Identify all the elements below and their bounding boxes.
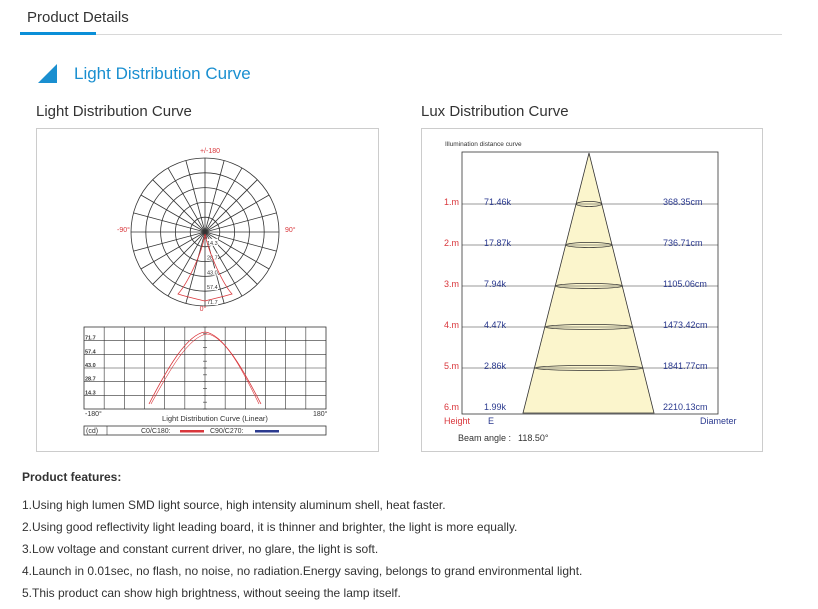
linear-caption: Light Distribution Curve (Linear)	[162, 414, 268, 423]
triangle-icon	[38, 64, 57, 83]
beam-angle-label: Beam angle :	[458, 433, 512, 443]
lux-row-height: 5.m	[444, 361, 460, 371]
tab-product-details[interactable]: Product Details	[27, 9, 129, 26]
legend-c0-label: C0/C180:	[141, 428, 171, 435]
lux-row-diameter: 1841.77cm	[663, 361, 708, 371]
polar-tick-label: 71.7	[207, 300, 218, 306]
polar-top-label: +/-180	[199, 148, 221, 155]
product-features	[22, 470, 582, 604]
lux-row-diameter: 1473.42cm	[663, 320, 708, 330]
lux-distribution-panel	[421, 128, 763, 452]
beam-angle-value: 118.50°	[518, 433, 549, 443]
light-distribution-chart	[37, 129, 378, 451]
linear-diagram	[84, 327, 328, 435]
lux-row-value: 17.87k	[484, 238, 512, 248]
linear-y-tick-label: 28.7	[85, 376, 96, 383]
lux-row-diameter: 736.71cm	[663, 238, 703, 248]
lux-row-value: 4.47k	[484, 320, 507, 330]
polar-tick-label: 28.7	[207, 255, 218, 262]
linear-y-tick-label: 14.3	[85, 390, 96, 397]
polar-bottom-label: 0°	[199, 306, 207, 313]
height-axis-label: Height	[444, 416, 471, 426]
linear-unit-label: (cd)	[86, 428, 99, 435]
lux-distribution-chart	[422, 129, 762, 451]
lux-row-diameter: 368.35cm	[663, 197, 703, 207]
light-distribution-title: Light Distribution Curve	[36, 103, 192, 120]
lux-row-diameter: 2210.13cm	[663, 402, 708, 412]
beam-cone	[523, 153, 654, 413]
linear-y-tick-label: 57.4	[85, 349, 96, 356]
lux-row-value: 71.46k	[484, 197, 512, 207]
lux-distribution-title: Lux Distribution Curve	[421, 103, 569, 120]
lux-row-value: 2.86k	[484, 361, 507, 371]
section-title: Light Distribution Curve	[74, 64, 251, 83]
lux-axis-label: E	[488, 416, 495, 426]
lux-row-height: 1.m	[444, 197, 460, 207]
feature-item-1: 1.Using high lumen SMD light source, high intensity aluminum shell, heat faster.	[22, 498, 446, 512]
lux-row-height: 4.m	[444, 320, 460, 330]
lux-row-height: 3.m	[444, 279, 460, 289]
product-details-tab-bar	[20, 0, 782, 35]
legend-c90-label: C90/C270:	[210, 428, 244, 435]
linear-x-right-label: 180°	[313, 411, 328, 418]
polar-tick-label: 14.3	[207, 240, 218, 247]
lux-row-value: 7.94k	[484, 279, 507, 289]
active-tab-indicator	[20, 32, 96, 35]
lux-row-height: 2.m	[444, 238, 460, 248]
features-title: Product features:	[22, 470, 122, 484]
lux-chart-title: Illumination distance curve	[445, 141, 522, 148]
polar-tick-label: 57.4	[207, 285, 218, 292]
polar-tick-label: 43.0	[207, 270, 218, 277]
linear-y-tick-label: 43.0	[85, 363, 96, 369]
feature-item-2: 2.Using good reflectivity light leading board, it is thinner and brighter, the light is more equally.	[22, 520, 518, 534]
lux-row-height: 6.m	[444, 402, 460, 412]
legend-c0-swatch	[180, 430, 204, 433]
linear-y-tick-label: 71.7	[85, 335, 96, 342]
polar-right-label: 90°	[285, 227, 296, 234]
feature-item-3: 3.Low voltage and constant current driver, no glare, the light is soft.	[22, 542, 379, 556]
lux-row-value: 1.99k	[484, 402, 507, 412]
light-distribution-panel	[36, 128, 379, 452]
polar-left-label: -90°	[117, 227, 130, 234]
feature-item-5: 5.This product can show high brightness, without seeing the lamp itself.	[22, 586, 401, 600]
linear-x-left-label: -180°	[85, 411, 102, 418]
feature-item-4: 4.Launch in 0.01sec, no flash, no noise, no radiation.Energy saving, belongs to grand environmental light.	[22, 564, 583, 578]
polar-diagram	[117, 148, 296, 313]
lux-row-diameter: 1105.06cm	[663, 279, 707, 289]
legend-c90-swatch	[255, 430, 279, 433]
diameter-axis-label: Diameter	[700, 416, 737, 426]
